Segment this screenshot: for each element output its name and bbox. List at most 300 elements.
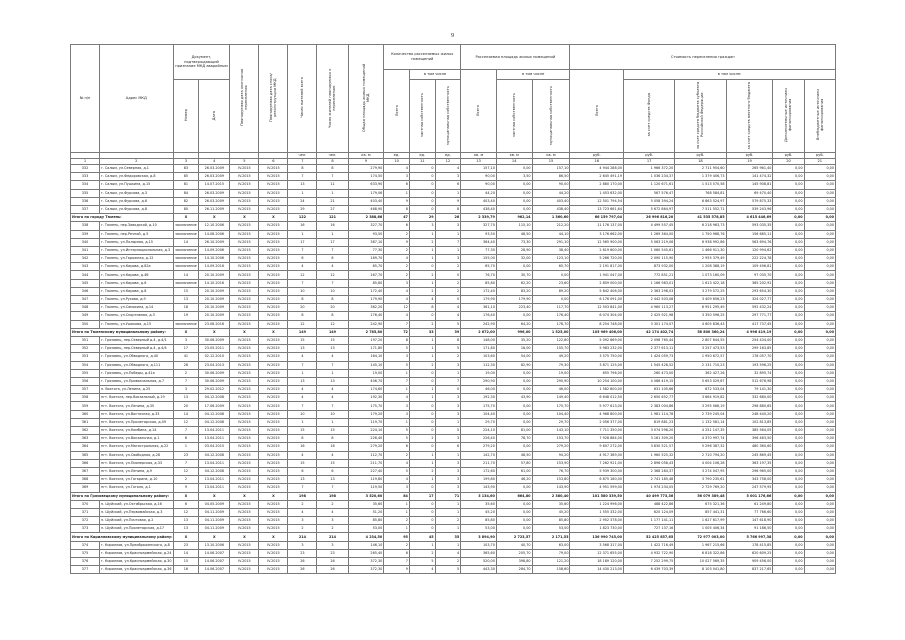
table-cell: 43,90: [496, 394, 532, 402]
subtotal-row: [71, 533, 836, 541]
table-cell: 7: [384, 377, 410, 385]
table-cell: 41 535 578,85: [675, 214, 726, 222]
table-cell: 8: [173, 435, 199, 443]
table-cell: 2 383 004,86: [624, 402, 675, 410]
column-number-cell: 10: [384, 159, 410, 165]
table-cell: г. Салым, ул.Северная, д.1: [99, 165, 173, 173]
table-cell: 8: [288, 435, 317, 443]
table-cell: IV.2015: [230, 181, 259, 189]
table-cell: 2: [409, 287, 435, 295]
subtotal-row: [71, 214, 836, 222]
table-cell: пгт. Вохтога, пер.Вокзальный, д.19: [99, 394, 173, 402]
table-cell: IV.2015: [230, 484, 259, 492]
table-cell: 12: [384, 304, 410, 312]
table-cell: 6: [317, 255, 348, 263]
table-cell: пгт. Вохтога, ул.Пионерская, д.33: [99, 459, 173, 467]
table-cell: заключение: [173, 263, 199, 271]
table-cell: 4 917 389,00: [570, 451, 624, 459]
unit-cell: ед.: [384, 153, 410, 159]
header-cost-offbudget: Внебюджетные источники финансирования: [804, 80, 835, 153]
table-cell: IV.2015: [230, 517, 259, 525]
table-cell: 351: [71, 336, 100, 344]
table-cell: IV.2015: [230, 238, 259, 246]
table-cell: 9: [435, 197, 461, 205]
header-rooms-incl: в том числе: [409, 70, 460, 80]
header-rooms-total: Всего: [384, 70, 410, 153]
table-cell: 345: [71, 279, 100, 287]
table-row: [71, 476, 836, 484]
table-cell: 65,70: [461, 263, 497, 271]
table-cell: IV.2015: [230, 410, 259, 418]
table-cell: 176,40: [348, 312, 384, 320]
table-cell: 1: [409, 336, 435, 344]
table-row: [71, 271, 836, 279]
table-cell: IV.2015: [230, 205, 259, 213]
table-cell: 10: [288, 287, 317, 295]
table-cell: 8: [288, 165, 317, 173]
table-cell: 42 174 402,74: [624, 328, 675, 336]
table-cell: 4: [384, 287, 410, 295]
table-cell: пгт. Вохтога, ул.Ленина, д.35: [99, 402, 173, 410]
table-cell: IV.2015: [259, 427, 288, 435]
table-cell: 0,00: [773, 484, 804, 492]
table-cell: IV.2015: [259, 222, 288, 230]
table-cell: 1: [409, 279, 435, 287]
table-cell: 368: [71, 476, 100, 484]
table-cell: 3 664 919,82: [675, 394, 726, 402]
table-cell: 26 996 816,20: [624, 214, 675, 222]
table-cell: 26: [288, 558, 317, 566]
table-cell: 1 974 234,05: [624, 484, 675, 492]
table-cell: 3: [435, 476, 461, 484]
table-cell: 2: [409, 320, 435, 328]
table-cell: 857 441,31: [675, 508, 726, 516]
table-cell: 374: [71, 541, 100, 549]
table-cell: 354: [71, 361, 100, 369]
table-cell: X: [230, 214, 259, 222]
table-cell: 85,80: [348, 279, 384, 287]
table-cell: IV.2015: [259, 287, 288, 295]
table-cell: 0,00: [773, 312, 804, 320]
table-cell: 155,70: [532, 345, 570, 353]
table-cell: 211,70: [348, 459, 384, 467]
table-cell: 5 266 720,00: [570, 255, 624, 263]
table-cell: 1 466 911,30: [675, 246, 726, 254]
table-cell: 17: [173, 345, 199, 353]
table-cell: 7: [288, 361, 317, 369]
table-cell: 0,00: [773, 451, 804, 459]
table-cell: 2 739 245,04: [675, 410, 726, 418]
table-cell: 3: [288, 517, 317, 525]
table-cell: 13.04.2011: [199, 427, 230, 435]
table-cell: 26.11.2009: [199, 205, 230, 213]
table-cell: 363 197,35: [726, 459, 773, 467]
table-cell: IV.2015: [230, 525, 259, 533]
column-number-cell: 13: [461, 159, 497, 165]
table-cell: 0,00: [773, 197, 804, 205]
table-cell: 377: [71, 566, 100, 574]
table-cell: 0,00: [804, 418, 835, 426]
table-cell: 369: [71, 484, 100, 492]
table-cell: 0,00: [804, 222, 835, 230]
table-cell: 0,00: [804, 500, 835, 508]
table-cell: 0,00: [804, 336, 835, 344]
table-cell: 0,00: [496, 500, 532, 508]
table-cell: IV.2015: [230, 320, 259, 328]
table-cell: 7: [173, 459, 199, 467]
table-cell: 46,00: [532, 386, 570, 394]
table-cell: 17: [409, 492, 435, 500]
table-cell: пгт. Вохтога, ул.Свободная, д.28: [99, 451, 173, 459]
table-cell: IV.2015: [259, 394, 288, 402]
page-number: 9: [451, 33, 454, 39]
table-cell: 0: [409, 500, 435, 508]
table-cell: 8: [435, 205, 461, 213]
table-cell: 103,70: [461, 541, 497, 549]
table-cell: 6: [288, 255, 317, 263]
table-cell: 247 579,95: [726, 484, 773, 492]
table-cell: г. Тюлень, ул.Рухова, д.9: [99, 296, 173, 304]
table-cell: 1 360,60: [532, 214, 570, 222]
table-cell: 30.06.2009: [199, 369, 230, 377]
table-cell: 0,00: [773, 353, 804, 361]
table-cell: 359: [71, 402, 100, 410]
table-cell: 768 584,81: [675, 189, 726, 197]
table-row: [71, 197, 836, 205]
table-cell: 20: [173, 402, 199, 410]
table-cell: 93,50: [461, 230, 497, 238]
table-cell: 0,00: [804, 345, 835, 353]
table-cell: 13: [288, 377, 317, 385]
table-cell: 5: [435, 566, 461, 574]
table-cell: 11: [317, 181, 348, 189]
table-cell: 335: [71, 189, 100, 197]
table-cell: 79,30: [532, 361, 570, 369]
table-body: [71, 165, 836, 574]
table-cell: 5 977 613,00: [570, 402, 624, 410]
table-cell: 156 685,11: [726, 230, 773, 238]
table-cell: 371: [71, 508, 100, 516]
table-cell: 49,20: [532, 353, 570, 361]
table-cell: 53,00: [532, 525, 570, 533]
table-cell: 373: [71, 525, 100, 533]
table-cell: 26.10.2009: [199, 238, 230, 246]
table-cell: 20.10.2009: [199, 312, 230, 320]
column-number-cell: 5: [230, 159, 259, 165]
table-cell: 54,00: [496, 353, 532, 361]
table-cell: 0,00: [496, 418, 532, 426]
table-cell: п. Шуйский, ул.Почтовая, д.2: [99, 517, 173, 525]
table-cell: 26.03.2009: [199, 197, 230, 205]
table-cell: 1: [288, 189, 317, 197]
table-cell: 223,40: [496, 304, 532, 312]
table-cell: 79 141,30: [726, 386, 773, 394]
table-cell: 1: [435, 508, 461, 516]
table-cell: 340: [71, 238, 100, 246]
column-number-cell: 11: [409, 159, 435, 165]
table-cell: 1 132 581,14: [675, 418, 726, 426]
table-cell: 0,00: [496, 377, 532, 385]
table-cell: 0,00: [804, 320, 835, 328]
table-cell: 0,00: [773, 525, 804, 533]
table-cell: 0: [409, 197, 435, 205]
table-cell: 83,20: [496, 287, 532, 295]
table-cell: 26.03.2009: [199, 173, 230, 181]
table-cell: 3 161 309,20: [624, 435, 675, 443]
table-cell: 33: [409, 328, 435, 336]
table-cell: 84: [384, 492, 410, 500]
table-cell: 26: [288, 566, 317, 574]
table-cell: 1: [384, 418, 410, 426]
table-cell: 403,40: [532, 197, 570, 205]
table-cell: 4: [384, 312, 410, 320]
table-row: [71, 410, 836, 418]
unit-cell: кв. м: [348, 153, 384, 159]
table-cell: 6 648 012,50: [570, 394, 624, 402]
table-cell: 8: [288, 312, 317, 320]
table-cell: 563 694,76: [726, 238, 773, 246]
table-cell: 77,30: [348, 246, 384, 254]
table-cell: IV.2015: [230, 418, 259, 426]
table-row: [71, 238, 836, 246]
table-cell: 0,00: [496, 312, 532, 320]
table-cell: 2: [384, 451, 410, 459]
table-cell: 1: [317, 230, 348, 238]
table-cell: 0,00: [804, 459, 835, 467]
table-row: [71, 255, 836, 263]
table-cell: IV.2015: [259, 353, 288, 361]
table-cell: 3 274 047,95: [675, 467, 726, 475]
table-cell: 23.08.2016: [199, 320, 230, 328]
table-cell: 117,70: [532, 304, 570, 312]
table-cell: 299 163,85: [726, 345, 773, 353]
table-row: [71, 435, 836, 443]
table-cell: 7: [288, 402, 317, 410]
table-row: [71, 402, 836, 410]
table-cell: 3: [435, 410, 461, 418]
table-cell: 406,70: [348, 377, 384, 385]
table-cell: 122,80: [532, 336, 570, 344]
table-cell: 7 252 299,75: [624, 558, 675, 566]
table-cell: 0,00: [804, 484, 835, 492]
table-cell: 20: [288, 304, 317, 312]
table-cell: 1 120 671,61: [624, 181, 675, 189]
table-cell: 372,30: [348, 566, 384, 574]
table-cell: 350: [71, 320, 100, 328]
table-cell: 0,00: [804, 558, 835, 566]
table-cell: 12: [317, 271, 348, 279]
table-cell: 23: [173, 541, 199, 549]
table-cell: 293 654,30: [726, 287, 773, 295]
column-number-cell: 3: [173, 159, 199, 165]
table-cell: 12 501 794,54: [570, 197, 624, 205]
table-cell: 179,20: [348, 410, 384, 418]
table-cell: 85,80: [461, 279, 497, 287]
table-cell: 370: [71, 500, 100, 508]
table-cell: 7: [173, 377, 199, 385]
table-cell: 176,40: [532, 312, 570, 320]
table-cell: 35,20: [496, 336, 532, 344]
table-cell: 04.05.2009: [199, 500, 230, 508]
table-cell: 149,40: [532, 394, 570, 402]
table-cell: 27: [317, 205, 348, 213]
table-cell: 364: [71, 443, 100, 451]
table-cell: 0: [409, 418, 435, 426]
table-cell: 167,70: [348, 271, 384, 279]
column-number-cell: 19: [726, 159, 773, 165]
table-cell: 2 955 379,49: [675, 255, 726, 263]
table-cell: IV.2015: [230, 394, 259, 402]
table-cell: 164,10: [348, 353, 384, 361]
column-number-cell: 14: [496, 159, 532, 165]
table-cell: IV.2015: [259, 230, 288, 238]
table-cell: 279,20: [348, 443, 384, 451]
table-cell: 2: [409, 435, 435, 443]
subtotal-label: Итого по Грязовецкому муниципальному району:: [71, 492, 174, 500]
table-cell: IV.2015: [259, 320, 288, 328]
table-cell: 4: [317, 386, 348, 394]
table-cell: 1 166 983,01: [624, 279, 675, 287]
table-cell: 29,70: [461, 418, 497, 426]
table-cell: 0,00: [804, 205, 835, 213]
table-cell: 3: [435, 435, 461, 443]
table-cell: 145,10: [348, 361, 384, 369]
table-cell: 0: [409, 189, 435, 197]
table-row: [71, 369, 836, 377]
table-cell: 14: [173, 410, 199, 418]
table-cell: IV.2015: [230, 279, 259, 287]
table-cell: 6 863 524,97: [675, 197, 726, 205]
table-cell: 593 035,35: [726, 222, 773, 230]
table-cell: 297 771,77: [726, 312, 773, 320]
table-cell: 93,50: [348, 230, 384, 238]
table-cell: 0,00: [773, 427, 804, 435]
table-cell: IV.2015: [230, 377, 259, 385]
table-cell: 1 627 617,99: [675, 517, 726, 525]
table-cell: IV.2015: [259, 173, 288, 181]
column-number-cell: 6: [259, 159, 288, 165]
table-cell: 2 619 600,00: [570, 246, 624, 254]
table-cell: 4: [409, 296, 435, 304]
table-cell: 57,80: [496, 459, 532, 467]
table-cell: 1: [409, 541, 435, 549]
table-cell: 4 370 997,74: [675, 435, 726, 443]
table-row: [71, 361, 836, 369]
table-cell: IV.2015: [230, 304, 259, 312]
table-cell: 279,20: [532, 443, 570, 451]
table-cell: г. Салым, ул.Фурсова, д.6: [99, 197, 173, 205]
table-cell: IV.2015: [259, 246, 288, 254]
table-cell: 193 596,25: [726, 361, 773, 369]
table-cell: 3: [435, 459, 461, 467]
table-cell: 7: [317, 484, 348, 492]
table-cell: 30,70: [496, 271, 532, 279]
table-cell: 120 994,62: [726, 246, 773, 254]
table-cell: X: [259, 533, 288, 541]
table-cell: 0,00: [496, 263, 532, 271]
table-cell: 4: [409, 566, 435, 574]
table-cell: 85: [173, 173, 199, 181]
column-number-cell: 20: [773, 159, 804, 165]
table-cell: 04.12.2008: [199, 410, 230, 418]
table-cell: 0,00: [496, 410, 532, 418]
table-cell: IV.2015: [259, 566, 288, 574]
table-cell: 0,00: [773, 304, 804, 312]
table-cell: 3 790 235,61: [675, 476, 726, 484]
table-cell: 343: [71, 263, 100, 271]
table-cell: 290,90: [461, 377, 497, 385]
table-cell: 996,00: [496, 328, 532, 336]
table-cell: 198: [288, 492, 317, 500]
table-cell: 7: [173, 427, 199, 435]
table-cell: заключение: [173, 246, 199, 254]
table-cell: 10: [317, 410, 348, 418]
table-cell: IV.2015: [230, 402, 259, 410]
table-cell: 0,00: [496, 165, 532, 173]
table-cell: 44,20: [461, 189, 497, 197]
table-cell: IV.2015: [230, 165, 259, 173]
table-cell: 47: [384, 214, 410, 222]
table-cell: 13: [173, 517, 199, 525]
table-cell: 26.03.2009: [199, 189, 230, 197]
table-cell: 14.06.2007: [199, 558, 230, 566]
table-cell: г. Тюлень, ул.Гаражная, д.12: [99, 255, 173, 263]
table-cell: 0,00: [496, 189, 532, 197]
table-cell: IV.2015: [230, 541, 259, 549]
table-cell: 248 440,20: [726, 410, 773, 418]
table-cell: 0,00: [804, 435, 835, 443]
table-cell: 171,80: [461, 345, 497, 353]
table-cell: 174,60: [348, 386, 384, 394]
table-cell: X: [259, 492, 288, 500]
table-cell: 1: [317, 189, 348, 197]
table-cell: 0: [409, 484, 435, 492]
table-cell: 119,80: [348, 476, 384, 484]
table-cell: 2 368 284,37: [624, 467, 675, 475]
table-cell: 65,70: [348, 263, 384, 271]
table-cell: 0: [409, 517, 435, 525]
table-cell: 1: [317, 369, 348, 377]
table-cell: 4: [435, 549, 461, 557]
table-cell: 5: [384, 427, 410, 435]
table-cell: 1: [288, 230, 317, 238]
table-cell: 0,00: [804, 377, 835, 385]
table-cell: 20.10.2009: [199, 304, 230, 312]
table-row: [71, 558, 836, 566]
table-cell: 6 074 304,00: [570, 312, 624, 320]
table-cell: 148,00: [461, 336, 497, 344]
table-row: [71, 304, 836, 312]
table-cell: г. Кириллов, ул.Преображенского, д.8: [99, 541, 173, 549]
table-cell: 7 711 350,00: [570, 427, 624, 435]
table-cell: 226,40: [348, 435, 384, 443]
table-cell: 2: [173, 476, 199, 484]
table-cell: 0,00: [804, 296, 835, 304]
table-cell: 3 830 521,57: [624, 443, 675, 451]
table-cell: 2: [384, 517, 410, 525]
table-cell: 77 766,60: [726, 508, 773, 516]
table-cell: 3 568 317,00: [570, 541, 624, 549]
table-cell: 8: [288, 296, 317, 304]
table-cell: 145 908,81: [726, 181, 773, 189]
table-cell: 1 269 364,00: [624, 230, 675, 238]
table-cell: 356: [71, 377, 100, 385]
table-cell: 192,30: [461, 394, 497, 402]
header-cost-incl: в том числе:: [624, 70, 836, 80]
table-cell: 0,00: [773, 230, 804, 238]
table-cell: 6: [288, 467, 317, 475]
table-cell: 178 057,70: [726, 353, 773, 361]
